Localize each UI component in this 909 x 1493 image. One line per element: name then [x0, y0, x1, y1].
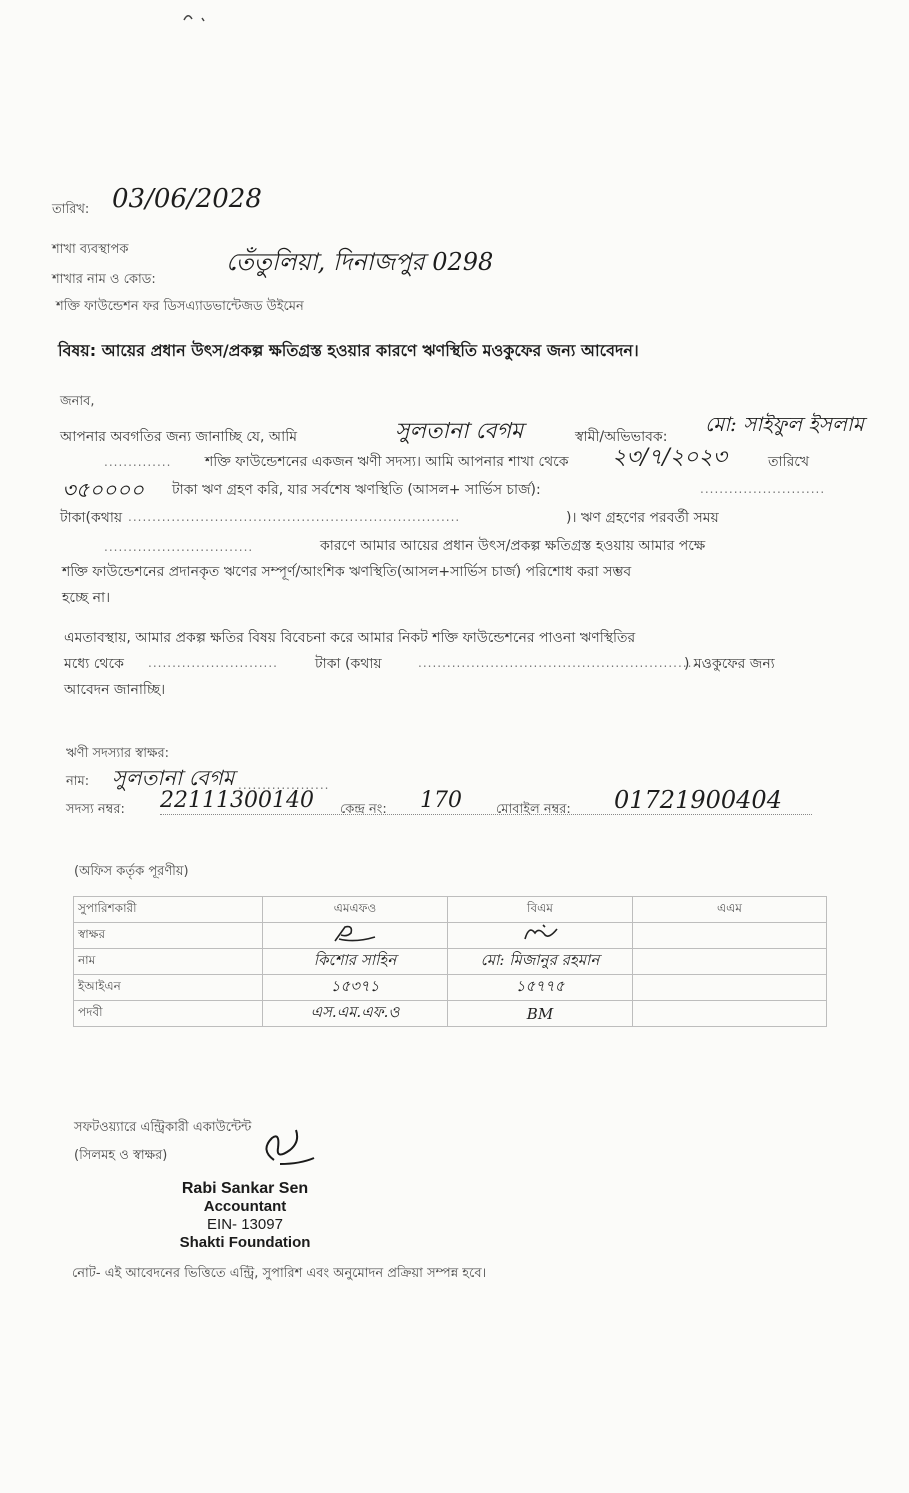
accountant-signature-icon: [250, 1120, 330, 1170]
underline-dots: [160, 814, 812, 815]
scribble-mark: [180, 10, 210, 24]
signature-cell: [263, 923, 448, 949]
blank-dots: ...........................: [148, 656, 278, 670]
stamp-org: Shakti Foundation: [179, 1234, 311, 1251]
salutation: জনাব,: [60, 394, 95, 409]
para1-line7: হচ্ছে না।: [62, 590, 111, 606]
signature-icon: [505, 923, 575, 945]
taka-words-label: টাকা(কথায়: [60, 510, 123, 526]
para2-line2-end: ) মওকুফের জন্য: [684, 656, 775, 672]
seal-signature-label: (সিলমহ ও স্বাক্ষর): [74, 1148, 168, 1163]
blank-dots: ..........................: [700, 482, 826, 496]
blank-dots: .............................................................: [418, 656, 712, 670]
office-use-label: (অফিস কর্তৃক পূরণীয়): [74, 864, 189, 879]
office-approval-table: [73, 896, 827, 1027]
table-cell: এমএফও: [263, 897, 448, 923]
stamp-ein: EIN- 13097: [207, 1216, 283, 1233]
mobile-number-label: মোবাইল নম্বর:: [496, 802, 571, 817]
table-cell: এস.এম.এফ.ও: [263, 1001, 448, 1027]
blank-dots: .....................................................................: [128, 510, 461, 524]
table-row: [74, 949, 827, 975]
date-value: 03/06/2028: [112, 184, 262, 214]
para1-line6: শক্তি ফাউন্ডেশনের প্রদানকৃত ঋণের সম্পূর্ণ/আংশিক ঋণস্থিতি(আসল+সার্ভিস চার্জ) পরিশোধ করা সম্ভব: [62, 564, 632, 580]
center-number-label: কেন্দ্র নং:: [340, 802, 387, 817]
para1-line1-start: আপনার অবগতির জন্য জানাচ্ছি যে, আমি: [60, 429, 298, 445]
table-cell: মো: মিজানুর রহমান: [448, 949, 633, 975]
table-cell: [633, 949, 827, 975]
para2-line3: আবেদন জানাচ্ছি।: [64, 682, 166, 698]
table-cell: স্বাক্ষর: [74, 923, 263, 949]
table-cell: এএম: [633, 897, 827, 923]
branch-name-code-label: শাখার নাম ও কোড:: [52, 272, 156, 287]
table-row: [74, 897, 827, 923]
signature-icon: [325, 923, 385, 945]
blank-dots: ...............................: [104, 540, 254, 554]
date-suffix: তারিখে: [768, 454, 810, 470]
loan-amount: ৩৫০০০০: [62, 478, 144, 502]
member-number-label: সদস্য নম্বর:: [66, 802, 125, 817]
member-name-label: নাম:: [66, 774, 90, 789]
table-cell: [633, 923, 827, 949]
para1-line3: টাকা ঋণ গ্রহণ করি, যার সর্বশেষ ঋণস্থিতি (আসল+ সার্ভিস চার্জ):: [172, 482, 541, 498]
table-row: [74, 1001, 827, 1027]
software-entry-label: সফটওয়্যারে এন্ট্রিকারী একাউন্টেন্ট: [74, 1120, 252, 1135]
footer-note: নোট- এই আবেদনের ভিত্তিতে এন্ট্রি, সুপারিশ এবং অনুমোদন প্রক্রিয়া সম্পন্ন হবে।: [72, 1266, 487, 1281]
table-cell: বিএম: [448, 897, 633, 923]
table-cell: ১৫৩৭১: [263, 975, 448, 1001]
para1-line4-end: )। ঋণ গ্রহণের পরবর্তী সময়: [566, 510, 719, 526]
table-row: [74, 975, 827, 1001]
table-cell: ১৫৭৭৫: [448, 975, 633, 1001]
guardian-label: স্বামী/অভিভাবক:: [575, 429, 668, 445]
table-cell: পদবী: [74, 1001, 263, 1027]
table-cell: BM: [448, 1001, 633, 1027]
table-cell: সুপারিশকারী: [74, 897, 263, 923]
table-row: [74, 923, 827, 949]
branch-name-code-value: তেঁতুলিয়া, দিনাজপুর 0298: [226, 248, 494, 276]
para1-line2: শক্তি ফাউন্ডেশনের একজন ঋণী সদস্য। আমি আপনার শাখা থেকে: [205, 454, 569, 470]
para2-taka-words: টাকা (কথায়: [315, 656, 382, 672]
blank-dots: ...................: [238, 778, 330, 792]
guardian-name: মো: সাইফুল ইসলাম: [705, 412, 864, 436]
stamp-name: Rabi Sankar Sen: [181, 1180, 309, 1197]
member-signature-label: ঋণী সদস্যার স্বাক্ষর:: [66, 746, 170, 761]
accountant-stamp: [150, 1180, 340, 1252]
loan-date: ২৩/৭/২০২৩: [612, 445, 727, 470]
blank-dots: ..............: [104, 455, 172, 469]
table-cell: নাম: [74, 949, 263, 975]
center-number-value: 170: [420, 788, 462, 813]
table-cell: ইআইএন: [74, 975, 263, 1001]
table-cell: কিশোর সাহিন: [263, 949, 448, 975]
subject-line: বিষয়: আয়ের প্রধান উৎস/প্রকল্প ক্ষতিগ্রস্ত হওয়ার কারণে ঋণস্থিতি মওকুফের জন্য আবেদন।: [58, 341, 639, 360]
para2-line1: এমতাবস্থায়, আমার প্রকল্প ক্ষতির বিষয় বিবেচনা করে আমার নিকট শক্তি ফাউন্ডেশনের পাওনা ঋণস্থিতির: [64, 630, 636, 646]
organization-line: শক্তি ফাউন্ডেশন ফর ডিসএ্যাডভান্টেজড উইমেন: [56, 299, 304, 314]
para2-line2-start: মধ্যে থেকে: [64, 656, 124, 672]
table-cell: [633, 975, 827, 1001]
member-name-value: সুলতানা বেগম: [112, 766, 235, 790]
mobile-number-value: 01721900404: [614, 786, 782, 814]
para1-line5: কারণে আমার আয়ের প্রধান উৎস/প্রকল্প ক্ষতিগ্রস্ত হওয়ায় আমার পক্ষে: [320, 538, 706, 554]
applicant-name: সুলতানা বেগম: [395, 419, 524, 444]
table-cell: [633, 1001, 827, 1027]
member-number-value: 22111300140: [160, 788, 314, 813]
date-label: তারিখ:: [52, 202, 90, 217]
branch-manager-label: শাখা ব্যবস্থাপক: [52, 242, 129, 257]
signature-cell: [448, 923, 633, 949]
stamp-title: Accountant: [203, 1198, 287, 1215]
